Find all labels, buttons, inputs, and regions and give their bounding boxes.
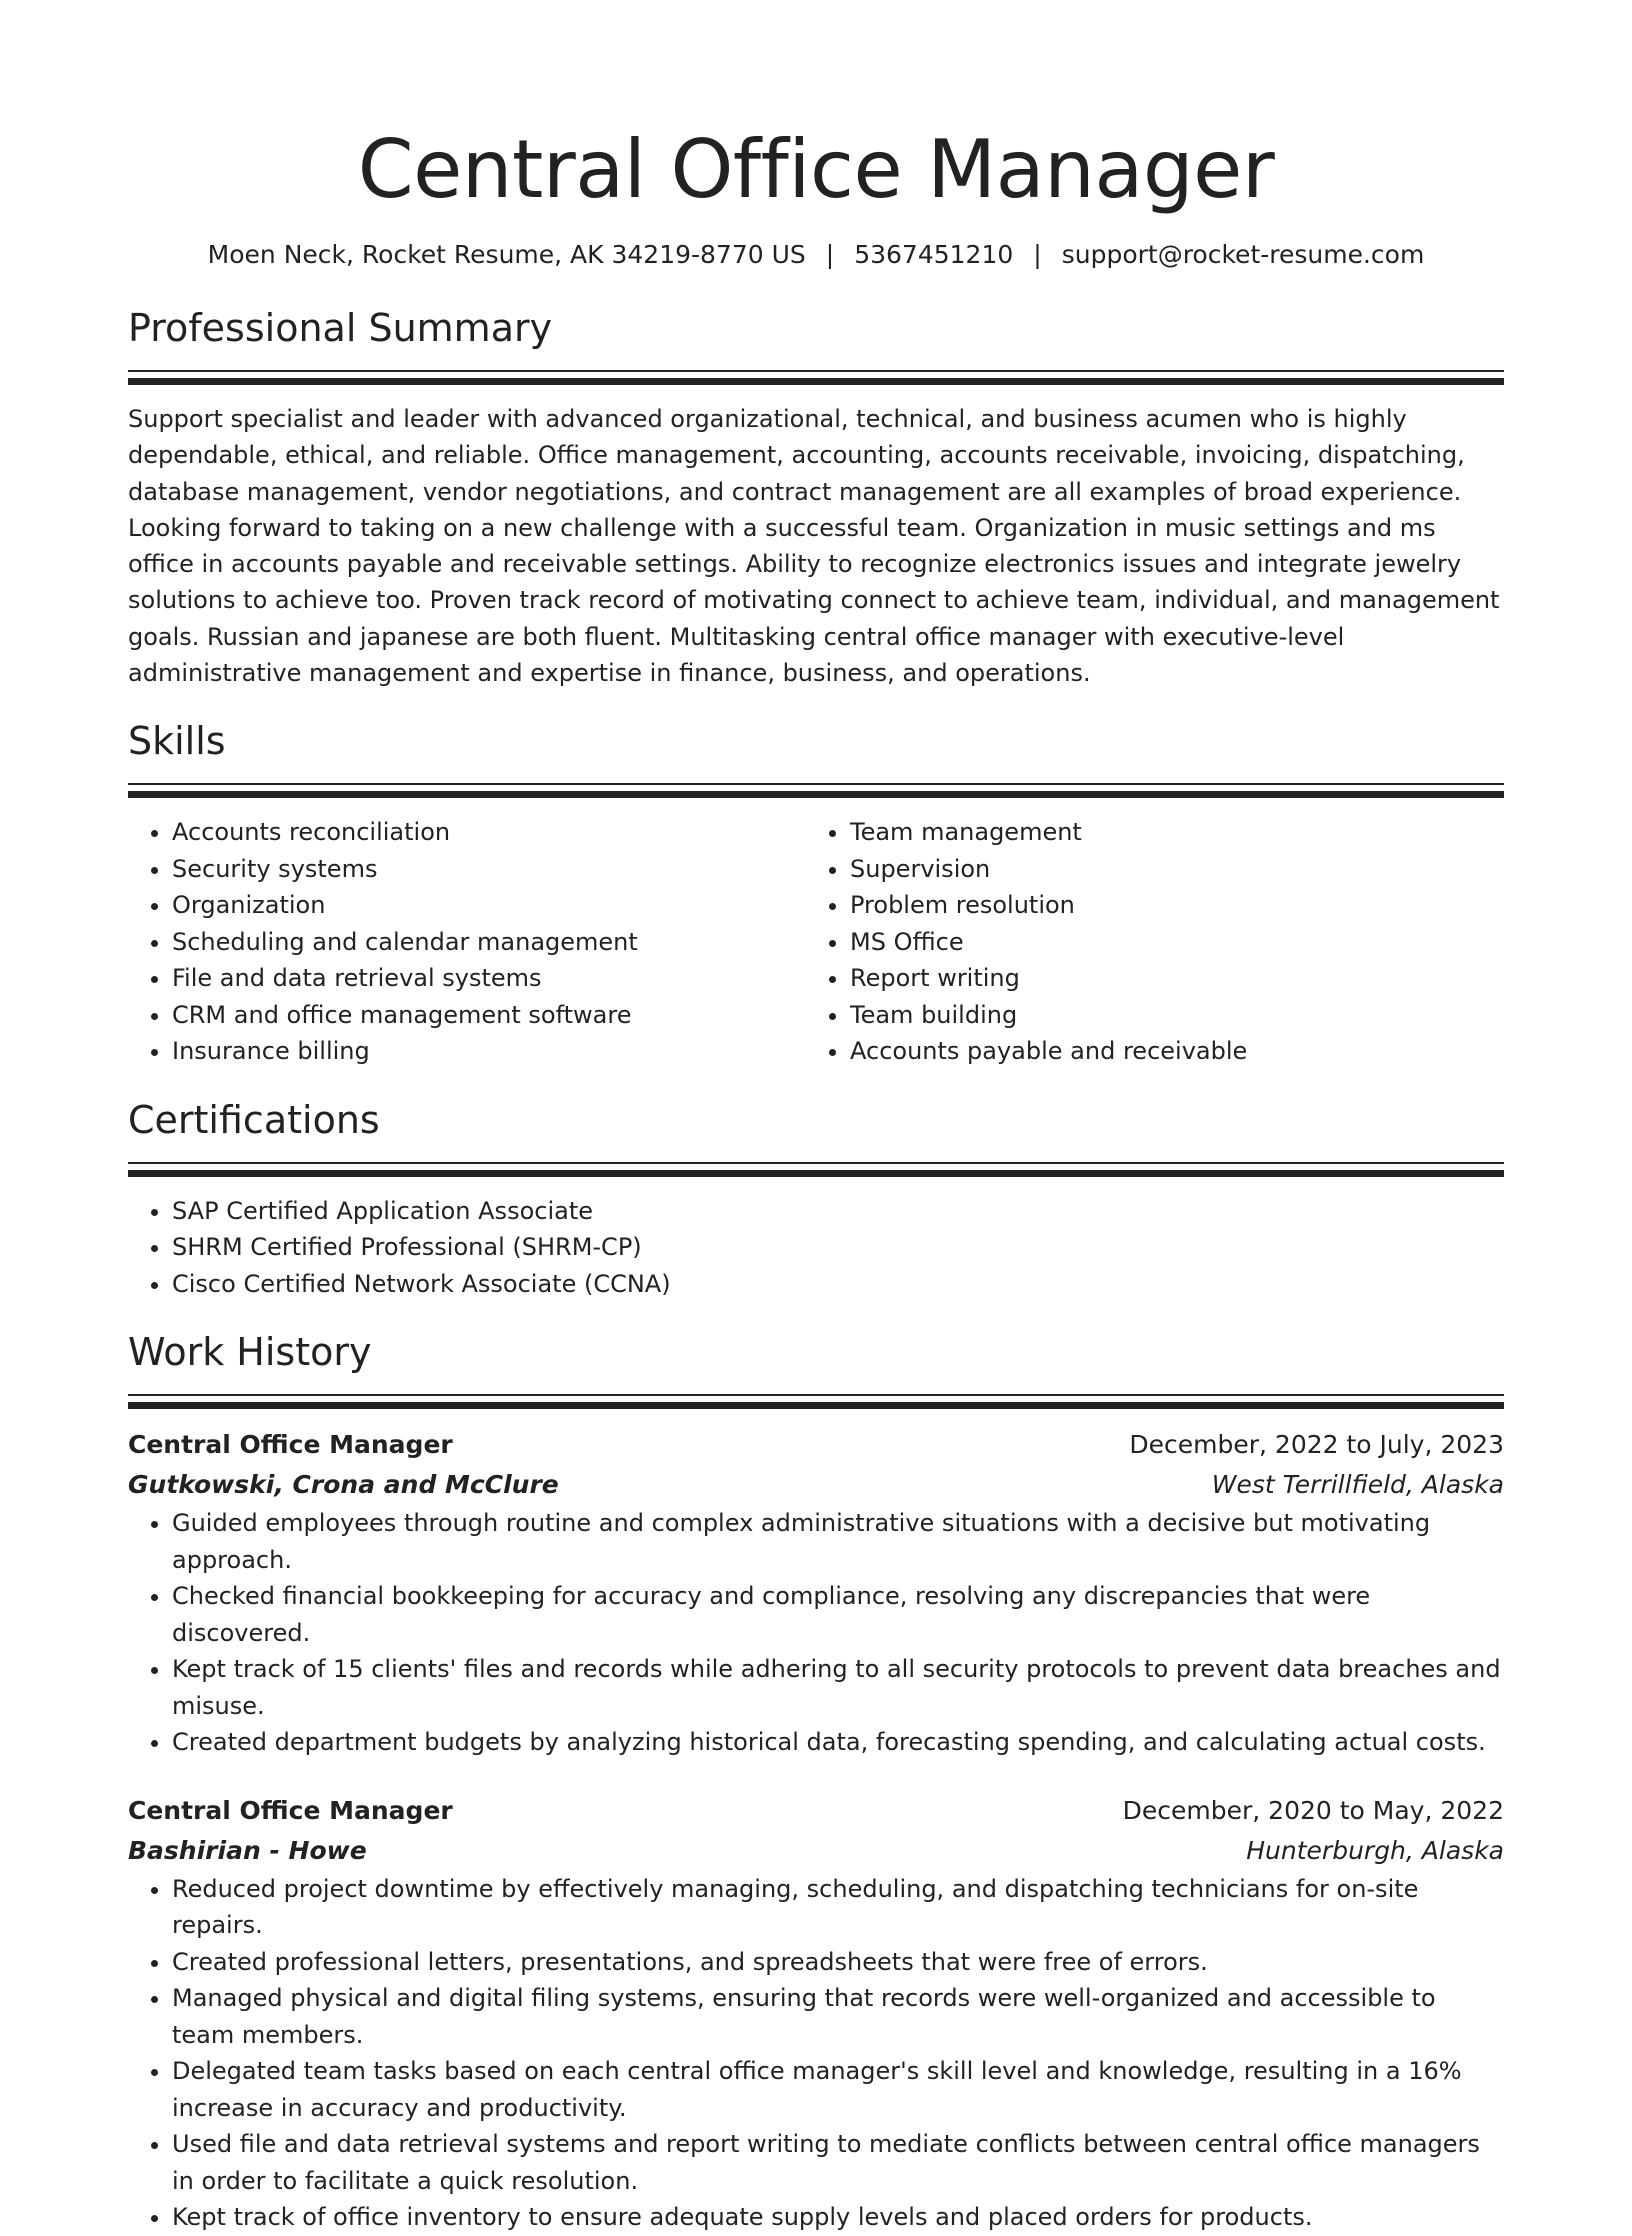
- job-entry: [128, 1425, 1504, 1761]
- skill-item: • Report writing: [850, 960, 1484, 997]
- job-bullet: • Used file and data retrieval systems and report writing to mediate conflicts between central office managers in order to facilitate a quick resolution.: [172, 2126, 1504, 2199]
- skill-item: • Team management: [850, 814, 1484, 851]
- contact-address: Moen Neck, Rocket Resume, AK 34219-8770 US: [207, 240, 806, 269]
- skill-item: • Organization: [172, 887, 806, 924]
- skill-item: • Accounts payable and receivable: [850, 1033, 1484, 1070]
- job-company: Bashirian - Howe: [128, 1835, 367, 1865]
- job-bullet: • Created professional letters, presentations, and spreadsheets that were free of errors.: [172, 1944, 1504, 1981]
- section-divider-thick: [128, 1170, 1504, 1177]
- job-header-row: [128, 1425, 1504, 1465]
- job-location: West Terrillfield, Alaska: [1211, 1470, 1504, 1500]
- skill-item: • Insurance billing: [172, 1033, 806, 1070]
- skill-item: • Team building: [850, 997, 1484, 1034]
- section-divider: [128, 1394, 1504, 1396]
- job-header-row: [128, 1791, 1504, 1831]
- job-dates: December, 2022 to July, 2023: [1129, 1430, 1504, 1460]
- certification-item: • Cisco Certified Network Associate (CCNA): [172, 1266, 1504, 1303]
- job-bullet: • Managed physical and digital filing systems, ensuring that records were well-organized and accessible to team members.: [172, 1980, 1504, 2053]
- section-divider-thick: [128, 1402, 1504, 1409]
- job-bullet: • Created department budgets by analyzing historical data, forecasting spending, and calculating actual costs.: [172, 1724, 1504, 1761]
- section-certifications: [128, 1096, 1504, 1303]
- job-title: Central Office Manager: [128, 1795, 453, 1825]
- section-title-work-history: Work History: [128, 1330, 372, 1375]
- section-divider: [128, 1162, 1504, 1164]
- job-dates: December, 2020 to May, 2022: [1122, 1795, 1504, 1825]
- certification-item: • SAP Certified Application Associate: [172, 1193, 1504, 1230]
- skills-column-right: [806, 814, 1484, 1070]
- section-title-skills: Skills: [128, 719, 226, 764]
- certification-item: • SHRM Certified Professional (SHRM-CP): [172, 1229, 1504, 1266]
- job-entry: [128, 1791, 1504, 2236]
- skill-item: • File and data retrieval systems: [172, 960, 806, 997]
- summary-text: Support specialist and leader with advanced organizational, technical, and business acumen who is highly dependable, ethical, and reliable. Office management, accounting, accounts receivable, invoicing, dispatching, database management, vendor negotiations, and contract management are all examples of broad experience. Looking forward to taking on a new challenge with a successful team. Organization in music settings and ms office in accounts payable and receivable settings. Ability to recognize electronics issues and integrate jewelry solutions to achieve too. Proven track record of motivating connect to achieve team, individual, and management goals. Russian and japanese are both fluent. Multitasking central office manager with executive-level administrative management and expertise in finance, business, and operations.: [128, 405, 1500, 688]
- job-subheader-row: [128, 1465, 1504, 1505]
- skill-item: • Supervision: [850, 851, 1484, 888]
- job-title: Central Office Manager: [128, 1430, 453, 1460]
- contact-separator: |: [825, 240, 835, 269]
- job-bullet: • Guided employees through routine and complex administrative situations with a decisive but motivating approach.: [172, 1505, 1504, 1578]
- skill-item: • CRM and office management software: [172, 997, 806, 1034]
- section-divider-thick: [128, 791, 1504, 798]
- job-bullet: • Kept track of office inventory to ensure adequate supply levels and placed orders for products.: [172, 2199, 1504, 2236]
- section-skills: [128, 717, 1504, 1070]
- job-bullets: [128, 1871, 1504, 2236]
- skill-item: • Accounts reconciliation: [172, 814, 806, 851]
- job-location: Hunterburgh, Alaska: [1246, 1835, 1504, 1865]
- section-title-summary: Professional Summary: [128, 306, 553, 350]
- skills-list-left: [128, 814, 806, 1070]
- job-bullets: [128, 1505, 1504, 1761]
- skill-item: • Scheduling and calendar management: [172, 924, 806, 961]
- job-bullet: • Delegated team tasks based on each central office manager's skill level and knowledge, resulting in a 16% increase in accuracy and productivity.: [172, 2053, 1504, 2126]
- certifications-list: [128, 1193, 1504, 1303]
- skills-list-right: [806, 814, 1484, 1070]
- skill-item: • Problem resolution: [850, 887, 1484, 924]
- section-title-certifications: Certifications: [128, 1097, 380, 1142]
- section-divider-thick: [128, 378, 1504, 385]
- skill-item: • MS Office: [850, 924, 1484, 961]
- job-subheader-row: [128, 1831, 1504, 1871]
- section-work-history: [128, 1328, 1504, 2236]
- job-bullet: • Reduced project downtime by effectively managing, scheduling, and dispatching technicians for on-site repairs.: [172, 1871, 1504, 1944]
- skills-grid: [128, 814, 1504, 1070]
- contact-line: [128, 238, 1504, 272]
- section-summary: [128, 304, 1504, 691]
- contact-phone: 5367451210: [854, 240, 1014, 269]
- section-divider: [128, 783, 1504, 785]
- resume-name: Central Office Manager: [357, 123, 1275, 216]
- contact-email[interactable]: support@rocket-resume.com: [1061, 240, 1425, 269]
- job-bullet: • Checked financial bookkeeping for accuracy and compliance, resolving any discrepancies that were discovered.: [172, 1578, 1504, 1651]
- job-bullet: • Kept track of 15 clients' files and records while adhering to all security protocols to prevent data breaches and misuse.: [172, 1651, 1504, 1724]
- section-divider: [128, 370, 1504, 372]
- contact-separator: |: [1033, 240, 1042, 269]
- skill-item: • Security systems: [172, 851, 806, 888]
- skills-column-left: [128, 814, 806, 1070]
- job-company: Gutkowski, Crona and McClure: [128, 1470, 559, 1500]
- resume-page: [128, 0, 1504, 2236]
